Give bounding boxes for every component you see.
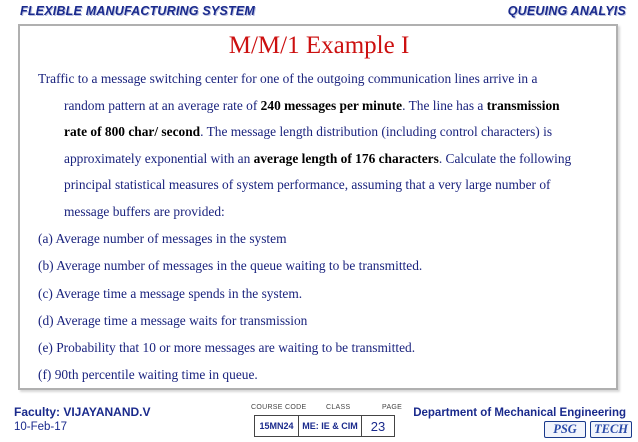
list-item: (a) Average number of messages in the system <box>38 231 287 246</box>
para-text-3: . The line has a <box>402 97 487 113</box>
para-text-5: approximately exponential with an <box>64 150 254 166</box>
list-item: (e) Probability that 10 or more messages are waiting to be transmitted. <box>38 340 416 356</box>
page-label: PAGE <box>382 404 403 411</box>
para-text-1: Traffic to a message switching center for one of the outgoing communication lines arrive in a <box>38 71 538 86</box>
course-code-label: COURSE CODE <box>251 404 307 411</box>
header-course-title: FLEXIBLE MANUFACTURING SYSTEM <box>20 4 255 18</box>
para-text-6: . Calculate the following <box>438 150 572 166</box>
header-topic-title: QUEUING ANALYIS <box>507 4 626 18</box>
faculty-name: Faculty: VIJAYANAND.V <box>14 405 151 419</box>
slide-body <box>38 66 608 389</box>
para-text-4: . The message length distribution (including control characters) is <box>200 124 553 139</box>
list-item: (b) Average number of messages in the queue waiting to be transmitted. <box>38 258 423 274</box>
arrival-rate: 240 messages per minute <box>260 97 403 113</box>
para-text-8: message buffers are provided: <box>64 203 225 219</box>
course-code-box: 15MN24 <box>254 415 299 437</box>
tech-logo: TECH <box>590 421 632 438</box>
class-box: ME: IE & CIM <box>298 415 362 437</box>
slide-title: M/M/1 Example I <box>228 32 410 59</box>
para-text-7: principal statistical measures of system performance, assuming that a very large number of <box>64 177 551 192</box>
problem-statement <box>38 66 608 225</box>
transmission-rate: rate of 800 char/ second <box>64 124 201 139</box>
class-label: CLASS <box>326 404 351 411</box>
average-length: average length of 176 characters <box>253 150 439 166</box>
footer-date: 10-Feb-17 <box>14 421 68 433</box>
question-list <box>38 225 608 389</box>
department-name: Department of Mechanical Engineering <box>413 407 626 419</box>
page-number-box: 23 <box>361 415 395 437</box>
list-item: (c) Average time a message spends in the system. <box>38 285 303 301</box>
para-text-2: random pattern at an average rate of <box>64 97 261 113</box>
transmission-label: transmission <box>486 97 560 113</box>
psg-logo: PSG <box>544 421 586 438</box>
list-item: (f) 90th percentile waiting time in queue. <box>38 367 258 383</box>
list-item: (d) Average time a message waits for transmission <box>38 312 308 328</box>
